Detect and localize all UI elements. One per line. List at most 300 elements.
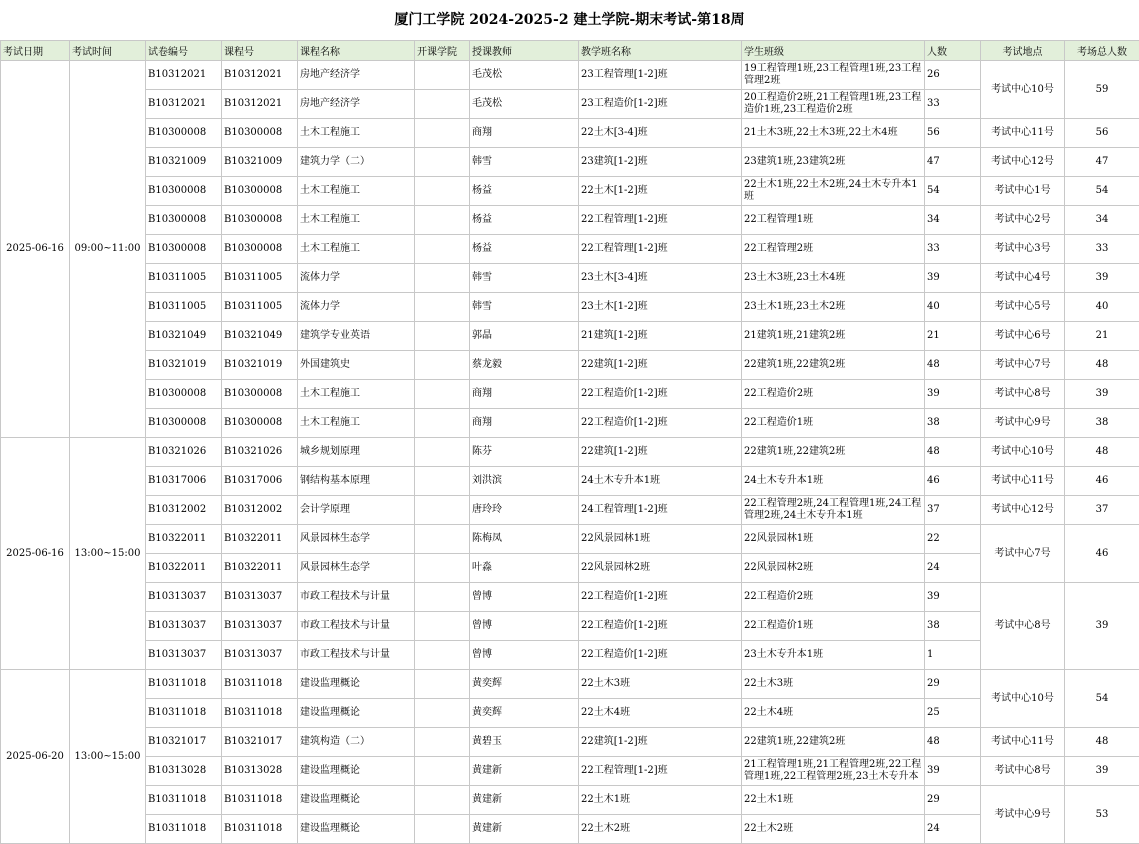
count-cell[interactable]: 48: [925, 728, 981, 757]
table-row: [1, 699, 1139, 728]
venue-total-cell[interactable]: 40: [1065, 293, 1139, 322]
college-cell[interactable]: [415, 351, 470, 380]
course-name-cell[interactable]: 风景园林生态学: [298, 554, 415, 583]
course-no-cell[interactable]: B10317006: [222, 467, 298, 496]
count-cell[interactable]: 46: [925, 467, 981, 496]
teacher-cell[interactable]: 叶淼: [470, 554, 579, 583]
count-cell[interactable]: 48: [925, 438, 981, 467]
course-no-cell[interactable]: B10300008: [222, 409, 298, 438]
table-row: [1, 235, 1139, 264]
course-no-cell[interactable]: B10322011: [222, 525, 298, 554]
table-row: [1, 148, 1139, 177]
venue-total-cell[interactable]: 46: [1065, 467, 1139, 496]
course-no-cell[interactable]: B10322011: [222, 554, 298, 583]
college-cell[interactable]: [415, 235, 470, 264]
teacher-cell[interactable]: 黄奕辉: [470, 670, 579, 699]
count-cell[interactable]: 39: [925, 757, 981, 786]
course-name-cell[interactable]: 流体力学: [298, 264, 415, 293]
teacher-cell[interactable]: 杨益: [470, 206, 579, 235]
venue-total-cell[interactable]: 38: [1065, 409, 1139, 438]
student-class-cell[interactable]: 22建筑1班,22建筑2班: [742, 438, 925, 467]
student-class-cell[interactable]: 22工程管理2班: [742, 235, 925, 264]
student-class-cell[interactable]: 23建筑1班,23建筑2班: [742, 148, 925, 177]
college-cell[interactable]: [415, 757, 470, 786]
course-no-cell[interactable]: B10300008: [222, 206, 298, 235]
venue-total-cell[interactable]: 33: [1065, 235, 1139, 264]
venue-total-cell[interactable]: 59: [1065, 61, 1139, 119]
student-class-cell[interactable]: 22建筑1班,22建筑2班: [742, 728, 925, 757]
college-cell[interactable]: [415, 264, 470, 293]
paper-no-cell[interactable]: B10321017: [146, 728, 222, 757]
venue-cell[interactable]: 考试中心9号: [981, 409, 1065, 438]
college-cell[interactable]: [415, 554, 470, 583]
college-cell[interactable]: [415, 815, 470, 844]
venue-total-cell[interactable]: 48: [1065, 438, 1139, 467]
paper-no-cell[interactable]: B10300008: [146, 177, 222, 206]
college-cell[interactable]: [415, 699, 470, 728]
venue-total-cell[interactable]: 39: [1065, 583, 1139, 670]
course-no-cell[interactable]: B10313037: [222, 612, 298, 641]
paper-no-cell[interactable]: B10313037: [146, 641, 222, 670]
venue-total-cell[interactable]: 48: [1065, 728, 1139, 757]
college-cell[interactable]: [415, 438, 470, 467]
count-cell[interactable]: 29: [925, 670, 981, 699]
teaching-class-cell[interactable]: 24工程管理[1-2]班: [579, 496, 742, 525]
teacher-cell[interactable]: 曾博: [470, 612, 579, 641]
course-no-cell[interactable]: B10300008: [222, 119, 298, 148]
college-cell[interactable]: [415, 409, 470, 438]
teaching-class-cell[interactable]: 24土木专升本1班: [579, 467, 742, 496]
header-venue-total[interactable]: 考场总人数: [1065, 41, 1139, 61]
teaching-class-cell[interactable]: 22工程造价[1-2]班: [579, 583, 742, 612]
count-cell[interactable]: 25: [925, 699, 981, 728]
venue-cell[interactable]: 考试中心1号: [981, 177, 1065, 206]
course-no-cell[interactable]: B10313037: [222, 583, 298, 612]
paper-no-cell[interactable]: B10322011: [146, 554, 222, 583]
teaching-class-cell[interactable]: 22工程管理[1-2]班: [579, 206, 742, 235]
student-class-cell[interactable]: 22工程造价2班: [742, 583, 925, 612]
teaching-class-cell[interactable]: 22土木[3-4]班: [579, 119, 742, 148]
paper-no-cell[interactable]: B10300008: [146, 206, 222, 235]
course-name-cell[interactable]: 房地产经济学: [298, 61, 415, 90]
table-row: [1, 177, 1139, 206]
venue-cell[interactable]: 考试中心2号: [981, 206, 1065, 235]
course-no-cell[interactable]: B10311018: [222, 786, 298, 815]
college-cell[interactable]: [415, 612, 470, 641]
teaching-class-cell[interactable]: 21建筑[1-2]班: [579, 322, 742, 351]
college-cell[interactable]: [415, 380, 470, 409]
venue-cell[interactable]: 考试中心11号: [981, 119, 1065, 148]
student-class-cell[interactable]: 20工程造价2班,21工程管理1班,23工程造价1班,23工程造价2班: [742, 90, 925, 119]
student-class-cell[interactable]: 23土木3班,23土木4班: [742, 264, 925, 293]
teaching-class-cell[interactable]: 22工程造价[1-2]班: [579, 380, 742, 409]
exam-date-cell[interactable]: 2025-06-16: [1, 438, 70, 670]
count-cell[interactable]: 33: [925, 235, 981, 264]
student-class-cell[interactable]: 22建筑1班,22建筑2班: [742, 351, 925, 380]
course-name-cell[interactable]: 房地产经济学: [298, 90, 415, 119]
course-name-cell[interactable]: 土木工程施工: [298, 177, 415, 206]
college-cell[interactable]: [415, 728, 470, 757]
count-cell[interactable]: 39: [925, 380, 981, 409]
table-row: [1, 757, 1139, 786]
count-cell[interactable]: 1: [925, 641, 981, 670]
venue-total-cell[interactable]: 37: [1065, 496, 1139, 525]
header-paper-no[interactable]: 试卷编号: [146, 41, 222, 61]
college-cell[interactable]: [415, 525, 470, 554]
venue-cell[interactable]: 考试中心4号: [981, 264, 1065, 293]
course-no-cell[interactable]: B10300008: [222, 380, 298, 409]
count-cell[interactable]: 22: [925, 525, 981, 554]
header-venue[interactable]: 考试地点: [981, 41, 1065, 61]
course-name-cell[interactable]: 城乡规划原理: [298, 438, 415, 467]
teacher-cell[interactable]: 商翔: [470, 380, 579, 409]
venue-total-cell[interactable]: 21: [1065, 322, 1139, 351]
course-no-cell[interactable]: B10312002: [222, 496, 298, 525]
course-no-cell[interactable]: B10300008: [222, 235, 298, 264]
course-name-cell[interactable]: 土木工程施工: [298, 380, 415, 409]
paper-no-cell[interactable]: B10313028: [146, 757, 222, 786]
count-cell[interactable]: 54: [925, 177, 981, 206]
teaching-class-cell[interactable]: 22风景园林2班: [579, 554, 742, 583]
teacher-cell[interactable]: 陈芬: [470, 438, 579, 467]
table-row: [1, 438, 1139, 467]
count-cell[interactable]: 24: [925, 815, 981, 844]
teaching-class-cell[interactable]: 22建筑[1-2]班: [579, 728, 742, 757]
table-row: [1, 641, 1139, 670]
teaching-class-cell[interactable]: 22风景园林1班: [579, 525, 742, 554]
table-row: [1, 496, 1139, 525]
student-class-cell[interactable]: 22土木1班: [742, 786, 925, 815]
venue-cell[interactable]: 考试中心10号: [981, 438, 1065, 467]
college-cell[interactable]: [415, 670, 470, 699]
header-count[interactable]: 人数: [925, 41, 981, 61]
header-teacher[interactable]: 授课教师: [470, 41, 579, 61]
course-no-cell[interactable]: B10313028: [222, 757, 298, 786]
count-cell[interactable]: 38: [925, 612, 981, 641]
exam-time-cell[interactable]: 13:00~15:00: [70, 438, 146, 670]
paper-no-cell[interactable]: B10300008: [146, 235, 222, 264]
teaching-class-cell[interactable]: 22建筑[1-2]班: [579, 438, 742, 467]
table-row: [1, 409, 1139, 438]
table-row: [1, 206, 1139, 235]
college-cell[interactable]: [415, 583, 470, 612]
teacher-cell[interactable]: 毛茂松: [470, 90, 579, 119]
student-class-cell[interactable]: 21土木3班,22土木3班,22土木4班: [742, 119, 925, 148]
course-name-cell[interactable]: 建设监理概论: [298, 757, 415, 786]
teaching-class-cell[interactable]: 23建筑[1-2]班: [579, 148, 742, 177]
paper-no-cell[interactable]: B10311005: [146, 293, 222, 322]
teacher-cell[interactable]: 杨益: [470, 177, 579, 206]
count-cell[interactable]: 47: [925, 148, 981, 177]
teaching-class-cell[interactable]: 23工程管理[1-2]班: [579, 61, 742, 90]
venue-total-cell[interactable]: 39: [1065, 380, 1139, 409]
venue-total-cell[interactable]: 54: [1065, 177, 1139, 206]
paper-no-cell[interactable]: B10300008: [146, 409, 222, 438]
venue-cell[interactable]: 考试中心8号: [981, 380, 1065, 409]
exam-date-cell[interactable]: 2025-06-16: [1, 61, 70, 438]
course-no-cell[interactable]: B10321017: [222, 728, 298, 757]
count-cell[interactable]: 48: [925, 351, 981, 380]
venue-total-cell[interactable]: 47: [1065, 148, 1139, 177]
paper-no-cell[interactable]: B10312002: [146, 496, 222, 525]
teaching-class-cell[interactable]: 23工程造价[1-2]班: [579, 90, 742, 119]
teacher-cell[interactable]: 黄建新: [470, 815, 579, 844]
teaching-class-cell[interactable]: 22工程造价[1-2]班: [579, 409, 742, 438]
course-name-cell[interactable]: 风景园林生态学: [298, 525, 415, 554]
venue-cell[interactable]: 考试中心12号: [981, 496, 1065, 525]
count-cell[interactable]: 37: [925, 496, 981, 525]
teacher-cell[interactable]: 曾博: [470, 641, 579, 670]
count-cell[interactable]: 33: [925, 90, 981, 119]
course-name-cell[interactable]: 钢结构基本原理: [298, 467, 415, 496]
paper-no-cell[interactable]: B10300008: [146, 380, 222, 409]
teacher-cell[interactable]: 蔡龙毅: [470, 351, 579, 380]
teacher-cell[interactable]: 韩雪: [470, 293, 579, 322]
venue-cell[interactable]: 考试中心12号: [981, 148, 1065, 177]
paper-no-cell[interactable]: B10312021: [146, 61, 222, 90]
count-cell[interactable]: 39: [925, 264, 981, 293]
paper-no-cell[interactable]: B10321019: [146, 351, 222, 380]
venue-cell[interactable]: 考试中心9号: [981, 786, 1065, 844]
teacher-cell[interactable]: 杨益: [470, 235, 579, 264]
teacher-cell[interactable]: 毛茂松: [470, 61, 579, 90]
student-class-cell[interactable]: 22土木4班: [742, 699, 925, 728]
course-name-cell[interactable]: 土木工程施工: [298, 235, 415, 264]
teacher-cell[interactable]: 商翔: [470, 409, 579, 438]
teacher-cell[interactable]: 黄建新: [470, 757, 579, 786]
venue-cell[interactable]: 考试中心8号: [981, 583, 1065, 670]
student-class-cell[interactable]: 22工程造价1班: [742, 409, 925, 438]
course-no-cell[interactable]: B10321019: [222, 351, 298, 380]
course-name-cell[interactable]: 建筑力学（二）: [298, 148, 415, 177]
course-no-cell[interactable]: B10312021: [222, 61, 298, 90]
course-name-cell[interactable]: 土木工程施工: [298, 119, 415, 148]
paper-no-cell[interactable]: B10312021: [146, 90, 222, 119]
venue-total-cell[interactable]: 54: [1065, 670, 1139, 728]
course-name-cell[interactable]: 建筑构造（二）: [298, 728, 415, 757]
course-name-cell[interactable]: 土木工程施工: [298, 409, 415, 438]
teaching-class-cell[interactable]: 22工程管理[1-2]班: [579, 757, 742, 786]
table-row: [1, 670, 1139, 699]
venue-total-cell[interactable]: 48: [1065, 351, 1139, 380]
table-row: [1, 322, 1139, 351]
college-cell[interactable]: [415, 177, 470, 206]
course-name-cell[interactable]: 会计学原理: [298, 496, 415, 525]
table-row: [1, 351, 1139, 380]
college-cell[interactable]: [415, 322, 470, 351]
student-class-cell[interactable]: 23土木专升本1班: [742, 641, 925, 670]
count-cell[interactable]: 24: [925, 554, 981, 583]
venue-total-cell[interactable]: 34: [1065, 206, 1139, 235]
paper-no-cell[interactable]: B10311005: [146, 264, 222, 293]
teaching-class-cell[interactable]: 22建筑[1-2]班: [579, 351, 742, 380]
teaching-class-cell[interactable]: 23土木[3-4]班: [579, 264, 742, 293]
table-row: [1, 815, 1139, 844]
header-exam-date[interactable]: 考试日期: [1, 41, 70, 61]
teaching-class-cell[interactable]: 23土木[1-2]班: [579, 293, 742, 322]
venue-cell[interactable]: 考试中心8号: [981, 757, 1065, 786]
teaching-class-cell[interactable]: 22土木1班: [579, 786, 742, 815]
student-class-cell[interactable]: 21工程管理1班,21工程管理2班,22工程管理1班,22工程管理2班,23土木专升本: [742, 757, 925, 786]
teacher-cell[interactable]: 韩雪: [470, 148, 579, 177]
student-class-cell[interactable]: 22风景园林1班: [742, 525, 925, 554]
course-no-cell[interactable]: B10300008: [222, 177, 298, 206]
student-class-cell[interactable]: 22工程造价2班: [742, 380, 925, 409]
teacher-cell[interactable]: 郭晶: [470, 322, 579, 351]
venue-total-cell[interactable]: 39: [1065, 757, 1139, 786]
count-cell[interactable]: 21: [925, 322, 981, 351]
venue-total-cell[interactable]: 46: [1065, 525, 1139, 583]
paper-no-cell[interactable]: B10311018: [146, 670, 222, 699]
course-no-cell[interactable]: B10311018: [222, 699, 298, 728]
paper-no-cell[interactable]: B10321049: [146, 322, 222, 351]
table-row: [1, 264, 1139, 293]
teaching-class-cell[interactable]: 22土木2班: [579, 815, 742, 844]
table-row: [1, 786, 1139, 815]
venue-total-cell[interactable]: 56: [1065, 119, 1139, 148]
paper-no-cell[interactable]: B10313037: [146, 612, 222, 641]
paper-no-cell[interactable]: B10321026: [146, 438, 222, 467]
teaching-class-cell[interactable]: 22土木3班: [579, 670, 742, 699]
teaching-class-cell[interactable]: 22土木4班: [579, 699, 742, 728]
course-no-cell[interactable]: B10312021: [222, 90, 298, 119]
teacher-cell[interactable]: 陈梅凤: [470, 525, 579, 554]
teaching-class-cell[interactable]: 22工程管理[1-2]班: [579, 235, 742, 264]
teaching-class-cell[interactable]: 22土木[1-2]班: [579, 177, 742, 206]
college-cell[interactable]: [415, 641, 470, 670]
table-row: [1, 293, 1139, 322]
college-cell[interactable]: [415, 293, 470, 322]
course-no-cell[interactable]: B10313037: [222, 641, 298, 670]
course-name-cell[interactable]: 市政工程技术与计量: [298, 583, 415, 612]
teacher-cell[interactable]: 黄奕辉: [470, 699, 579, 728]
paper-no-cell[interactable]: B10313037: [146, 583, 222, 612]
teacher-cell[interactable]: 曾博: [470, 583, 579, 612]
venue-cell[interactable]: 考试中心10号: [981, 670, 1065, 728]
venue-cell[interactable]: 考试中心11号: [981, 467, 1065, 496]
header-exam-time[interactable]: 考试时间: [70, 41, 146, 61]
venue-cell[interactable]: 考试中心3号: [981, 235, 1065, 264]
course-name-cell[interactable]: 建设监理概论: [298, 786, 415, 815]
venue-total-cell[interactable]: 39: [1065, 264, 1139, 293]
header-college[interactable]: 开课学院: [415, 41, 470, 61]
student-class-cell[interactable]: 22土木3班: [742, 670, 925, 699]
table-row: [1, 119, 1139, 148]
paper-no-cell[interactable]: B10317006: [146, 467, 222, 496]
venue-total-cell[interactable]: 53: [1065, 786, 1139, 844]
teaching-class-cell[interactable]: 22工程造价[1-2]班: [579, 612, 742, 641]
header-row: [1, 41, 1139, 61]
student-class-cell[interactable]: 23土木1班,23土木2班: [742, 293, 925, 322]
course-name-cell[interactable]: 土木工程施工: [298, 206, 415, 235]
student-class-cell[interactable]: 24土木专升本1班: [742, 467, 925, 496]
venue-cell[interactable]: 考试中心7号: [981, 525, 1065, 583]
college-cell[interactable]: [415, 496, 470, 525]
exam-time-cell[interactable]: 09:00~11:00: [70, 61, 146, 438]
student-class-cell[interactable]: 21建筑1班,21建筑2班: [742, 322, 925, 351]
header-course-name[interactable]: 课程名称: [298, 41, 415, 61]
count-cell[interactable]: 56: [925, 119, 981, 148]
paper-no-cell[interactable]: B10321009: [146, 148, 222, 177]
header-teaching-class[interactable]: 教学班名称: [579, 41, 742, 61]
header-course-no[interactable]: 课程号: [222, 41, 298, 61]
course-no-cell[interactable]: B10311005: [222, 293, 298, 322]
student-class-cell[interactable]: 22工程管理2班,24工程管理1班,24工程管理2班,24土木专升本1班: [742, 496, 925, 525]
venue-cell[interactable]: 考试中心11号: [981, 728, 1065, 757]
teaching-class-cell[interactable]: 22工程造价[1-2]班: [579, 641, 742, 670]
course-name-cell[interactable]: 建设监理概论: [298, 670, 415, 699]
paper-no-cell[interactable]: B10322011: [146, 525, 222, 554]
course-no-cell[interactable]: B10321049: [222, 322, 298, 351]
paper-no-cell[interactable]: B10311018: [146, 815, 222, 844]
teacher-cell[interactable]: 黄建新: [470, 786, 579, 815]
course-no-cell[interactable]: B10311005: [222, 264, 298, 293]
course-name-cell[interactable]: 建筑学专业英语: [298, 322, 415, 351]
table-row: [1, 612, 1139, 641]
teacher-cell[interactable]: 唐玲玲: [470, 496, 579, 525]
course-no-cell[interactable]: B10311018: [222, 815, 298, 844]
paper-no-cell[interactable]: B10300008: [146, 119, 222, 148]
student-class-cell[interactable]: 22风景园林2班: [742, 554, 925, 583]
course-name-cell[interactable]: 市政工程技术与计量: [298, 612, 415, 641]
count-cell[interactable]: 40: [925, 293, 981, 322]
college-cell[interactable]: [415, 61, 470, 90]
student-class-cell[interactable]: 22土木2班: [742, 815, 925, 844]
paper-no-cell[interactable]: B10311018: [146, 786, 222, 815]
exam-time-cell[interactable]: 13:00~15:00: [70, 670, 146, 844]
student-class-cell[interactable]: 22工程造价1班: [742, 612, 925, 641]
venue-cell[interactable]: 考试中心6号: [981, 322, 1065, 351]
college-cell[interactable]: [415, 786, 470, 815]
course-no-cell[interactable]: B10321009: [222, 148, 298, 177]
venue-cell[interactable]: 考试中心5号: [981, 293, 1065, 322]
course-name-cell[interactable]: 建设监理概论: [298, 699, 415, 728]
college-cell[interactable]: [415, 119, 470, 148]
course-name-cell[interactable]: 流体力学: [298, 293, 415, 322]
teacher-cell[interactable]: 刘洪滨: [470, 467, 579, 496]
course-no-cell[interactable]: B10311018: [222, 670, 298, 699]
exam-date-cell[interactable]: 2025-06-20: [1, 670, 70, 844]
venue-cell[interactable]: 考试中心7号: [981, 351, 1065, 380]
table-row: [1, 583, 1139, 612]
count-cell[interactable]: 38: [925, 409, 981, 438]
teacher-cell[interactable]: 黄碧玉: [470, 728, 579, 757]
course-name-cell[interactable]: 外国建筑史: [298, 351, 415, 380]
count-cell[interactable]: 29: [925, 786, 981, 815]
table-row: [1, 525, 1139, 554]
student-class-cell[interactable]: 19工程管理1班,23工程管理1班,23工程管理2班: [742, 61, 925, 90]
venue-cell[interactable]: 考试中心10号: [981, 61, 1065, 119]
teacher-cell[interactable]: 商翔: [470, 119, 579, 148]
student-class-cell[interactable]: 22土木1班,22土木2班,24土木专升本1班: [742, 177, 925, 206]
college-cell[interactable]: [415, 90, 470, 119]
college-cell[interactable]: [415, 206, 470, 235]
count-cell[interactable]: 26: [925, 61, 981, 90]
course-name-cell[interactable]: 市政工程技术与计量: [298, 641, 415, 670]
course-name-cell[interactable]: 建设监理概论: [298, 815, 415, 844]
teacher-cell[interactable]: 韩雪: [470, 264, 579, 293]
paper-no-cell[interactable]: B10311018: [146, 699, 222, 728]
course-no-cell[interactable]: B10321026: [222, 438, 298, 467]
college-cell[interactable]: [415, 467, 470, 496]
sheet-title: 厦门工学院 2024-2025-2 建土学院-期末考试-第18周: [0, 0, 1139, 40]
header-student-class[interactable]: 学生班级: [742, 41, 925, 61]
college-cell[interactable]: [415, 148, 470, 177]
table-row: [1, 61, 1139, 90]
count-cell[interactable]: 39: [925, 583, 981, 612]
count-cell[interactable]: 34: [925, 206, 981, 235]
student-class-cell[interactable]: 22工程管理1班: [742, 206, 925, 235]
